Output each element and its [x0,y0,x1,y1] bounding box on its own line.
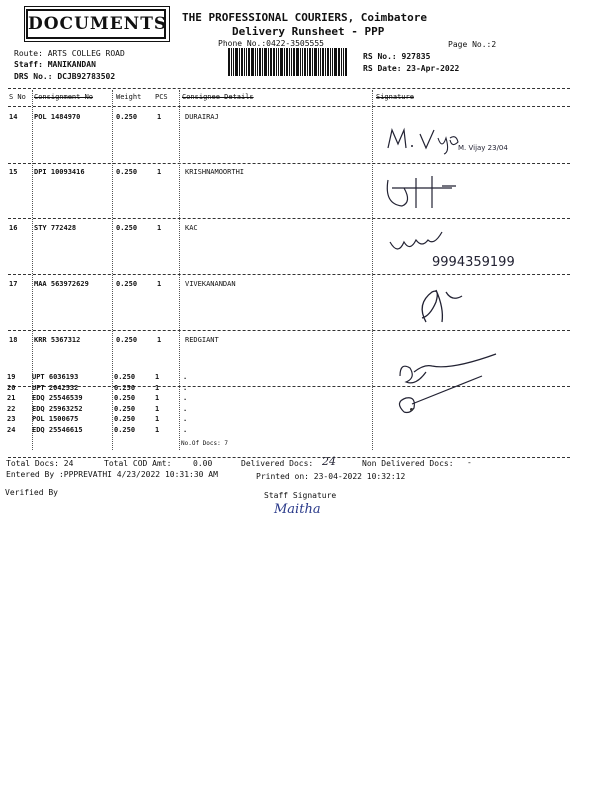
barcode-bar [291,48,292,76]
barcode-bar [241,48,243,76]
cell-consignee: KAC [185,224,198,232]
barcode-bar [233,48,234,76]
ink-dot [410,408,413,411]
cell-weight: 0.250 [114,383,136,392]
barcode-bar [307,48,308,76]
cell-pcs: 1 [155,415,160,423]
column-rule [372,90,373,450]
cell-sno: 15 [9,168,18,176]
cell-weight: 0.250 [116,113,138,121]
cell-pcs: 1 [157,336,162,344]
cell-weight: 0.250 [114,404,136,413]
signature-row-14-text: M. Vijay 23/04 [458,144,508,152]
barcode-bar [280,48,283,76]
cell-sno: 24 [7,425,16,434]
barcode-bar [338,48,340,76]
barcode-bar [300,48,301,76]
barcode-bar [231,48,232,76]
documents-stamp: DOCUMENTS [26,9,166,39]
column-rule [179,90,180,450]
col-signature: Signature [376,93,414,101]
signature-row-16-phone: 9994359199 [432,255,515,270]
column-rule [112,90,113,450]
barcode-bar [341,48,342,76]
divider [8,106,570,107]
cell-consignment: EDQ 25963252 [32,404,83,413]
cell-pcs: 1 [157,168,162,176]
barcode-bar [332,48,333,76]
non-delivered-value: - [467,458,472,467]
barcode-bar [259,48,261,76]
cell-sno: 22 [7,404,16,413]
cell-consignee: . [183,373,188,381]
cell-consignment: STY 772428 [34,224,77,232]
cell-pcs: 1 [155,404,160,413]
verified-by: Verified By [5,488,58,497]
cell-pcs: 1 [157,113,162,121]
barcode-bar [289,48,290,76]
sheet-title: Delivery Runsheet - PPP [232,25,385,38]
company-name: THE PROFESSIONAL COURIERS, Coimbatore [182,11,428,24]
barcode-bar [270,48,272,76]
cell-consignee: . [183,425,188,434]
barcode-bar [239,48,240,76]
cell-pcs: 1 [155,425,160,434]
divider [8,457,570,458]
barcode-bar [246,48,247,76]
entered-by: Entered By :PPPREVATHI 4/23/2022 10:31:30 AM [6,470,218,479]
barcode-bar [276,48,277,76]
barcode-bar [345,48,347,76]
col-pcs: PCS [155,93,168,101]
route: Route: ARTS COLLEG ROAD [14,49,125,58]
cell-weight: 0.250 [114,425,136,434]
cell-consignment: EDQ 25546615 [32,425,83,434]
cell-consignee: . [183,383,188,392]
barcode-bar [255,48,256,76]
cell-sno: 21 [7,394,16,402]
barcode-bar [320,48,321,76]
cell-weight: 0.250 [116,336,138,344]
barcode-bar [273,48,275,76]
barcode-bar [286,48,288,76]
cell-pcs: 1 [155,383,160,392]
cell-consignment: KRR 5367312 [34,336,81,344]
cell-consignment: UPT 2042532 [32,383,79,392]
cell-pcs: 1 [155,394,160,402]
cell-sno: 18 [9,336,18,344]
cell-sno: 23 [7,415,16,423]
non-delivered-label: Non Delivered Docs: [362,459,454,468]
barcode-bar [343,48,344,76]
barcode-bar [278,48,279,76]
total-docs: Total Docs: 24 [6,459,74,468]
cell-pcs: 1 [157,224,162,232]
barcode-bar [312,48,313,76]
barcode-bar [262,48,263,76]
divider [8,88,570,89]
signature-row-14 [380,120,508,160]
signature-row-17 [412,282,472,332]
cell-consignment: UPT 6036193 [32,373,79,381]
barcode-bar [244,48,245,76]
barcode-bar [302,48,303,76]
cell-weight: 0.250 [114,415,136,423]
col-weight: Weight [116,93,142,101]
barcode-bar [284,48,285,76]
barcode-bar [334,48,337,76]
cell-sno: 16 [9,224,18,232]
rs-number: RS No.: 927835 [363,52,431,61]
col-consignment: Consignment No [34,93,94,101]
col-consignee: Consignee Details [182,93,254,101]
phone-number: Phone No.:0422-3505555 [218,39,324,48]
cell-weight: 0.250 [116,224,138,232]
signature-row-16 [384,222,554,272]
barcode-bar [248,48,250,76]
cell-consignee: . [183,394,188,402]
cell-weight: 0.250 [116,168,138,176]
cell-consignment: DPI 10093416 [34,168,85,176]
barcode-bar [296,48,299,76]
total-cod-value: 0.00 [193,459,213,468]
delivered-docs-value: 24 [322,455,336,468]
barcode-bar [228,48,230,76]
cell-consignee: VIVEKANANDAN [185,280,236,288]
cell-consignee: KRISHNAMOORTHI [185,168,245,176]
divider [8,218,570,219]
barcode-bar [327,48,329,76]
cell-consignee: . [183,404,188,413]
barcode-bar [293,48,295,76]
delivered-docs-label: Delivered Docs: [241,459,314,468]
divider [8,330,570,331]
cell-sno: 19 [7,373,16,381]
cell-consignee: REDGIANT [185,336,219,344]
cell-weight: 0.250 [114,373,136,381]
cell-consignee: DURAIRAJ [185,113,219,121]
barcode-bar [314,48,317,76]
col-sno: S No [9,93,26,101]
cell-sno: 20 [7,383,16,392]
cell-consignment: POL 1484970 [34,113,81,121]
printed-on: Printed on: 23-04-2022 10:32:12 [256,472,406,481]
barcode [228,48,353,76]
cell-pcs: 1 [157,280,162,288]
rs-date: RS Date: 23-Apr-2022 [363,64,460,73]
cell-consignment: MAA 563972629 [34,280,89,288]
total-cod-label: Total COD Amt: [104,459,172,468]
group-docs-count: No.Of Docs: 7 [181,440,228,447]
barcode-bar [325,48,326,76]
barcode-bar [304,48,306,76]
staff-signature-ink: Maitha [274,502,321,517]
signature-group [392,352,502,424]
divider [8,163,570,164]
cell-pcs: 1 [155,373,160,381]
cell-consignment: EDQ 25546539 [32,394,83,402]
barcode-bar [251,48,254,76]
barcode-bar [309,48,311,76]
staff-signature-label: Staff Signature [264,491,337,500]
barcode-bar [330,48,331,76]
cell-consignee: . [183,415,188,423]
cell-sno: 14 [9,113,18,121]
barcode-bar [268,48,269,76]
cell-sno: 17 [9,280,18,288]
cell-weight: 0.250 [116,280,138,288]
barcode-bar [322,48,324,76]
staff: Staff: MANIKANDAN [14,60,96,69]
barcode-bar [257,48,258,76]
drs-number: DRS No.: DCJB92783502 [14,72,116,81]
signature-row-15 [382,172,462,212]
barcode-bar [264,48,267,76]
page-number: Page No.:2 [448,40,497,49]
divider [8,274,570,275]
barcode-bar [318,48,319,76]
cell-weight: 0.250 [114,394,136,402]
barcode-bar [235,48,238,76]
cell-consignment: POL 1500675 [32,415,79,423]
